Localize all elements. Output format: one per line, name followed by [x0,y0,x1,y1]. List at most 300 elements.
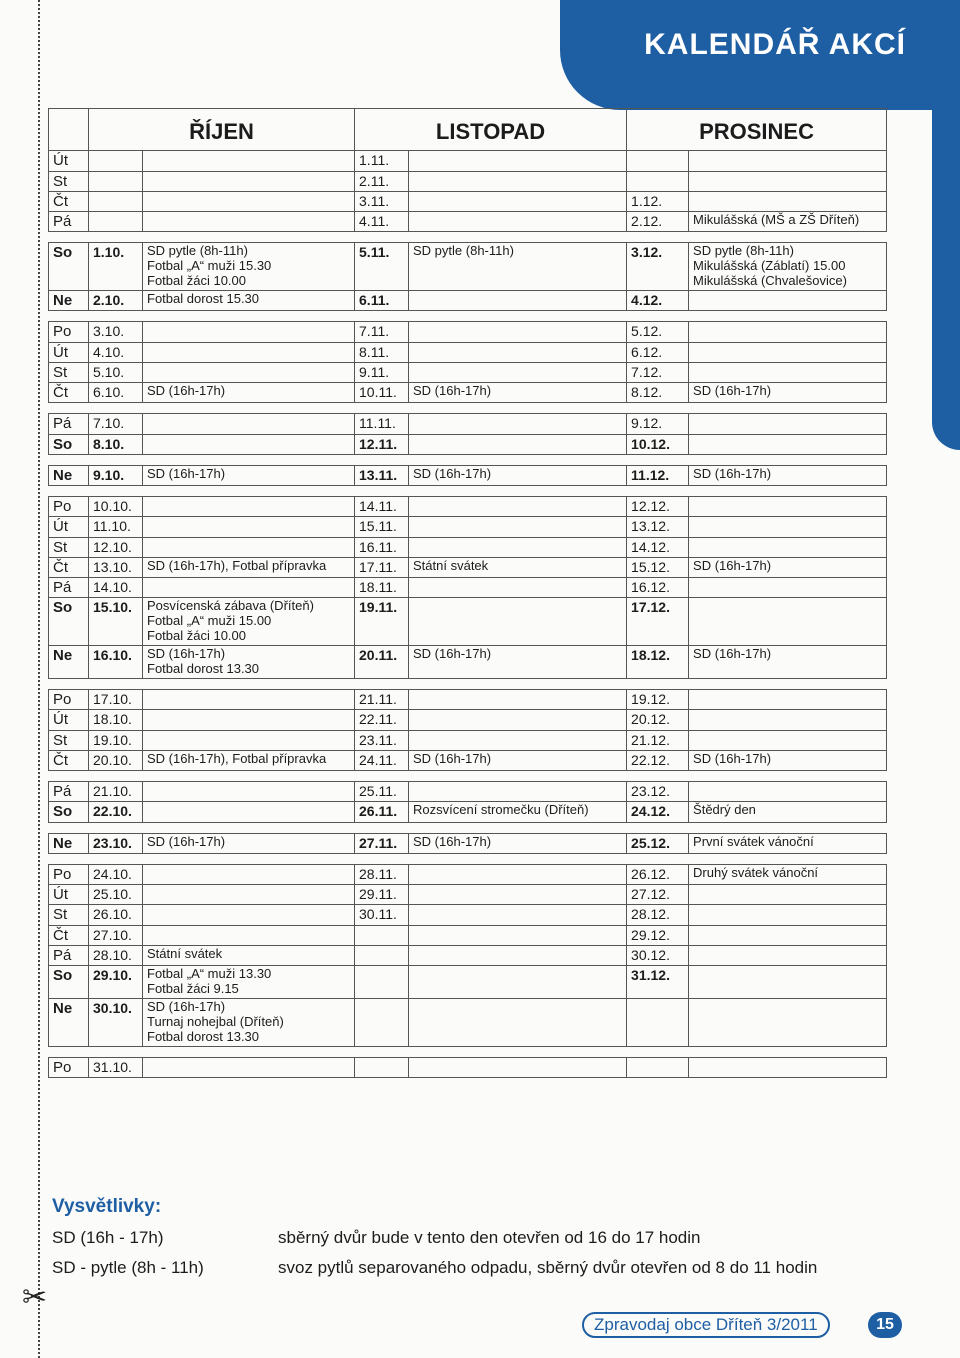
spacer-cell [355,1046,409,1057]
october-date-cell: 3.10. [89,322,143,342]
november-event-cell [409,925,627,945]
november-date-cell: 30.11. [355,905,409,925]
day-of-week-cell: Ne [49,998,89,1046]
day-of-week-cell: Út [49,517,89,537]
legend-desc: svoz pytlů separovaného odpadu, sběrný dvůr otevřen od 8 do 11 hodin [278,1258,818,1277]
november-event-cell [409,414,627,434]
month-header-december: PROSINEC [627,109,887,151]
spacer-cell [409,403,627,414]
december-event-cell [689,151,887,171]
november-date-cell: 29.11. [355,885,409,905]
december-event-cell [689,342,887,362]
corner-cell [49,109,89,151]
calendar-row [49,750,887,770]
november-event-cell: SD (16h-17h) [409,646,627,679]
october-event-cell: SD (16h-17h), Fotbal přípravka [143,557,355,577]
october-event-cell [143,497,355,517]
calendar-row [49,925,887,945]
december-event-cell [689,362,887,382]
october-date-cell: 29.10. [89,966,143,999]
october-event-cell [143,782,355,802]
november-date-cell: 21.11. [355,690,409,710]
calendar-row [49,497,887,517]
october-date-cell: 13.10. [89,557,143,577]
calendar-row [49,802,887,822]
spacer-row [49,771,887,782]
november-date-cell: 20.11. [355,646,409,679]
spacer-cell [49,679,89,690]
october-date-cell: 4.10. [89,342,143,362]
october-event-cell [143,710,355,730]
october-date-cell: 6.10. [89,383,143,403]
spacer-cell [355,822,409,833]
december-date-cell: 14.12. [627,537,689,557]
october-date-cell: 12.10. [89,537,143,557]
spacer-row [49,679,887,690]
october-date-cell: 15.10. [89,598,143,646]
spacer-cell [49,403,89,414]
legend-desc: sběrný dvůr bude v tento den otevřen od 16 do 17 hodin [278,1228,701,1247]
day-of-week-cell: Pá [49,945,89,965]
november-date-cell: 4.11. [355,212,409,232]
cut-line [38,0,40,1358]
spacer-cell [49,454,89,465]
october-date-cell: 7.10. [89,414,143,434]
day-of-week-cell: Čt [49,750,89,770]
december-event-cell [689,578,887,598]
spacer-cell [355,403,409,414]
november-date-cell: 3.11. [355,191,409,211]
november-date-cell: 9.11. [355,362,409,382]
spacer-cell [89,403,143,414]
day-of-week-cell: Pá [49,414,89,434]
spacer-cell [409,311,627,322]
spacer-cell [49,311,89,322]
spacer-cell [143,853,355,864]
october-date-cell [89,171,143,191]
november-event-cell: SD (16h-17h) [409,750,627,770]
november-event-cell [409,945,627,965]
november-event-cell [409,998,627,1046]
calendar-row [49,171,887,191]
day-of-week-cell: Ne [49,646,89,679]
november-event-cell [409,517,627,537]
october-event-cell: SD (16h-17h), Fotbal přípravka [143,750,355,770]
october-event-cell [143,1057,355,1077]
december-event-cell [689,998,887,1046]
spacer-cell [409,679,627,690]
december-event-cell: SD (16h-17h) [689,557,887,577]
october-date-cell: 11.10. [89,517,143,537]
november-date-cell: 6.11. [355,291,409,311]
october-event-cell: SD pytle (8h-11h) Fotbal „A“ muži 15.30 Fotbal žáci 10.00 [143,243,355,291]
december-date-cell: 18.12. [627,646,689,679]
november-event-cell [409,710,627,730]
calendar-row [49,905,887,925]
december-date-cell [627,998,689,1046]
calendar-row [49,1057,887,1077]
spacer-cell [627,232,689,243]
december-date-cell: 17.12. [627,598,689,646]
october-date-cell: 23.10. [89,833,143,853]
calendar-row [49,212,887,232]
october-event-cell [143,802,355,822]
spacer-cell [49,822,89,833]
day-of-week-cell: St [49,730,89,750]
spacer-cell [355,454,409,465]
october-date-cell: 19.10. [89,730,143,750]
calendar-row [49,646,887,679]
spacer-cell [409,454,627,465]
december-event-cell: Druhý svátek vánoční [689,864,887,884]
october-event-cell [143,578,355,598]
calendar-row [49,864,887,884]
spacer-cell [143,679,355,690]
december-event-cell [689,171,887,191]
november-date-cell: 27.11. [355,833,409,853]
day-of-week-cell: Ne [49,465,89,485]
day-of-week-cell: St [49,905,89,925]
calendar-row [49,383,887,403]
november-date-cell: 5.11. [355,243,409,291]
november-date-cell: 22.11. [355,710,409,730]
spacer-cell [143,232,355,243]
spacer-cell [143,311,355,322]
calendar-row [49,191,887,211]
month-header-november: LISTOPAD [355,109,627,151]
spacer-cell [689,679,887,690]
december-event-cell [689,497,887,517]
spacer-cell [355,679,409,690]
spacer-row [49,454,887,465]
november-date-cell: 26.11. [355,802,409,822]
scissors-icon: ✂ [22,1281,48,1314]
november-event-cell [409,905,627,925]
month-header-october: ŘÍJEN [89,109,355,151]
december-date-cell: 11.12. [627,465,689,485]
spacer-cell [689,311,887,322]
december-event-cell [689,414,887,434]
november-date-cell: 24.11. [355,750,409,770]
day-of-week-cell: Čt [49,925,89,945]
december-date-cell: 22.12. [627,750,689,770]
october-date-cell: 1.10. [89,243,143,291]
november-date-cell: 18.11. [355,578,409,598]
december-date-cell: 24.12. [627,802,689,822]
spacer-cell [89,311,143,322]
calendar-row [49,598,887,646]
spacer-cell [409,771,627,782]
day-of-week-cell: So [49,966,89,999]
day-of-week-cell: Pá [49,212,89,232]
spacer-row [49,1046,887,1057]
spacer-cell [689,771,887,782]
december-event-cell [689,782,887,802]
november-event-cell [409,598,627,646]
spacer-cell [49,232,89,243]
spacer-cell [627,454,689,465]
spacer-row [49,853,887,864]
day-of-week-cell: Ne [49,833,89,853]
spacer-cell [409,822,627,833]
spacer-cell [49,853,89,864]
calendar-body [49,151,887,1078]
spacer-cell [89,679,143,690]
november-event-cell [409,885,627,905]
december-event-cell: Mikulášská (MŠ a ZŠ Dříteň) [689,212,887,232]
december-event-cell [689,517,887,537]
november-event-cell [409,730,627,750]
december-date-cell: 9.12. [627,414,689,434]
day-of-week-cell: Út [49,342,89,362]
october-event-cell [143,171,355,191]
october-event-cell [143,322,355,342]
december-event-cell: SD (16h-17h) [689,750,887,770]
november-date-cell [355,1057,409,1077]
november-event-cell [409,191,627,211]
november-date-cell: 12.11. [355,434,409,454]
november-event-cell [409,212,627,232]
day-of-week-cell: So [49,243,89,291]
spacer-cell [89,853,143,864]
october-date-cell: 21.10. [89,782,143,802]
november-date-cell: 14.11. [355,497,409,517]
calendar-row [49,557,887,577]
december-date-cell: 28.12. [627,905,689,925]
october-event-cell [143,925,355,945]
december-date-cell: 13.12. [627,517,689,537]
spacer-cell [627,486,689,497]
december-date-cell: 8.12. [627,383,689,403]
december-event-cell [689,905,887,925]
november-date-cell: 10.11. [355,383,409,403]
december-event-cell [689,1057,887,1077]
december-date-cell [627,171,689,191]
events-calendar-table [48,108,887,1078]
spacer-row [49,486,887,497]
november-date-cell: 19.11. [355,598,409,646]
october-event-cell: Fotbal „A“ muži 13.30 Fotbal žáci 9.15 [143,966,355,999]
november-event-cell: Státní svátek [409,557,627,577]
page-title: KALENDÁŘ AKCÍ [644,28,906,61]
day-of-week-cell: Čt [49,383,89,403]
calendar-row [49,465,887,485]
page-number: 15 [868,1312,902,1338]
december-event-cell [689,730,887,750]
november-date-cell: 1.11. [355,151,409,171]
november-date-cell: 28.11. [355,864,409,884]
calendar-row [49,517,887,537]
december-event-cell [689,710,887,730]
spacer-cell [409,1046,627,1057]
november-event-cell [409,497,627,517]
spacer-cell [627,679,689,690]
spacer-cell [355,311,409,322]
october-event-cell: SD (16h-17h) [143,383,355,403]
october-date-cell: 18.10. [89,710,143,730]
november-date-cell: 23.11. [355,730,409,750]
december-date-cell: 1.12. [627,191,689,211]
december-date-cell: 15.12. [627,557,689,577]
calendar-row [49,537,887,557]
october-event-cell: SD (16h-17h) [143,465,355,485]
day-of-week-cell: So [49,802,89,822]
october-date-cell: 9.10. [89,465,143,485]
calendar-row [49,151,887,171]
october-event-cell: SD (16h-17h) Fotbal dorost 13.30 [143,646,355,679]
october-event-cell [143,414,355,434]
december-event-cell [689,598,887,646]
legend-title: Vysvětlivky: [52,1196,162,1217]
october-event-cell: SD (16h-17h) [143,833,355,853]
spacer-cell [89,771,143,782]
october-event-cell [143,212,355,232]
spacer-cell [689,853,887,864]
november-event-cell [409,322,627,342]
spacer-row [49,403,887,414]
october-date-cell: 31.10. [89,1057,143,1077]
spacer-cell [89,822,143,833]
november-event-cell [409,151,627,171]
calendar-row [49,578,887,598]
december-date-cell: 30.12. [627,945,689,965]
october-date-cell: 22.10. [89,802,143,822]
december-date-cell [627,1057,689,1077]
october-event-cell [143,690,355,710]
november-event-cell: SD (16h-17h) [409,383,627,403]
calendar-row [49,945,887,965]
october-date-cell: 26.10. [89,905,143,925]
december-date-cell: 25.12. [627,833,689,853]
december-event-cell [689,537,887,557]
december-event-cell: SD (16h-17h) [689,465,887,485]
december-event-cell [689,191,887,211]
december-event-cell [689,434,887,454]
november-date-cell: 2.11. [355,171,409,191]
november-date-cell: 25.11. [355,782,409,802]
october-date-cell: 24.10. [89,864,143,884]
day-of-week-cell: Po [49,1057,89,1077]
day-of-week-cell: Út [49,885,89,905]
spacer-cell [355,771,409,782]
day-of-week-cell: St [49,537,89,557]
spacer-cell [627,853,689,864]
spacer-cell [355,232,409,243]
spacer-cell [89,1046,143,1057]
october-event-cell [143,537,355,557]
calendar-row [49,291,887,311]
spacer-row [49,311,887,322]
october-event-cell [143,362,355,382]
october-date-cell: 10.10. [89,497,143,517]
spacer-cell [409,853,627,864]
day-of-week-cell: Čt [49,557,89,577]
december-event-cell [689,925,887,945]
december-date-cell [627,151,689,171]
header-band [560,0,960,110]
october-date-cell: 14.10. [89,578,143,598]
november-event-cell [409,966,627,999]
spacer-row [49,232,887,243]
spacer-cell [355,486,409,497]
november-date-cell [355,966,409,999]
calendar-row [49,885,887,905]
calendar-row [49,342,887,362]
october-date-cell: 17.10. [89,690,143,710]
december-date-cell: 26.12. [627,864,689,884]
spacer-cell [627,403,689,414]
december-date-cell: 29.12. [627,925,689,945]
december-event-cell: SD (16h-17h) [689,646,887,679]
december-date-cell: 3.12. [627,243,689,291]
october-event-cell [143,191,355,211]
spacer-cell [143,822,355,833]
spacer-cell [689,403,887,414]
calendar-row [49,710,887,730]
day-of-week-cell: Ne [49,291,89,311]
october-event-cell: Státní svátek [143,945,355,965]
november-date-cell [355,925,409,945]
calendar-row [49,966,887,999]
november-date-cell [355,998,409,1046]
day-of-week-cell: Po [49,497,89,517]
october-date-cell: 8.10. [89,434,143,454]
december-date-cell: 12.12. [627,497,689,517]
day-of-week-cell: Út [49,710,89,730]
spacer-cell [89,486,143,497]
december-event-cell: První svátek vánoční [689,833,887,853]
spacer-cell [409,486,627,497]
publication-footer: Zpravodaj obce Dříteň 3/2011 [582,1312,830,1338]
october-event-cell [143,151,355,171]
november-date-cell: 11.11. [355,414,409,434]
day-of-week-cell: Čt [49,191,89,211]
october-event-cell: SD (16h-17h) Turnaj nohejbal (Dříteň) Fotbal dorost 13.30 [143,998,355,1046]
november-date-cell [355,945,409,965]
day-of-week-cell: So [49,598,89,646]
october-date-cell: 27.10. [89,925,143,945]
december-event-cell [689,966,887,999]
november-event-cell [409,1057,627,1077]
day-of-week-cell: Po [49,690,89,710]
november-date-cell: 16.11. [355,537,409,557]
december-date-cell: 5.12. [627,322,689,342]
november-event-cell [409,362,627,382]
day-of-week-cell: Pá [49,578,89,598]
calendar-row [49,690,887,710]
october-event-cell [143,905,355,925]
spacer-cell [689,822,887,833]
calendar-row [49,730,887,750]
october-date-cell: 16.10. [89,646,143,679]
november-event-cell [409,864,627,884]
october-event-cell [143,885,355,905]
november-event-cell: SD (16h-17h) [409,465,627,485]
december-event-cell [689,885,887,905]
december-event-cell [689,322,887,342]
legend-abbr: SD - pytle (8h - 11h) [52,1258,204,1277]
december-date-cell: 7.12. [627,362,689,382]
october-date-cell: 5.10. [89,362,143,382]
november-event-cell [409,782,627,802]
spacer-cell [689,232,887,243]
october-date-cell: 20.10. [89,750,143,770]
day-of-week-cell: Út [49,151,89,171]
november-date-cell: 15.11. [355,517,409,537]
calendar-row [49,833,887,853]
october-event-cell [143,342,355,362]
november-event-cell [409,690,627,710]
